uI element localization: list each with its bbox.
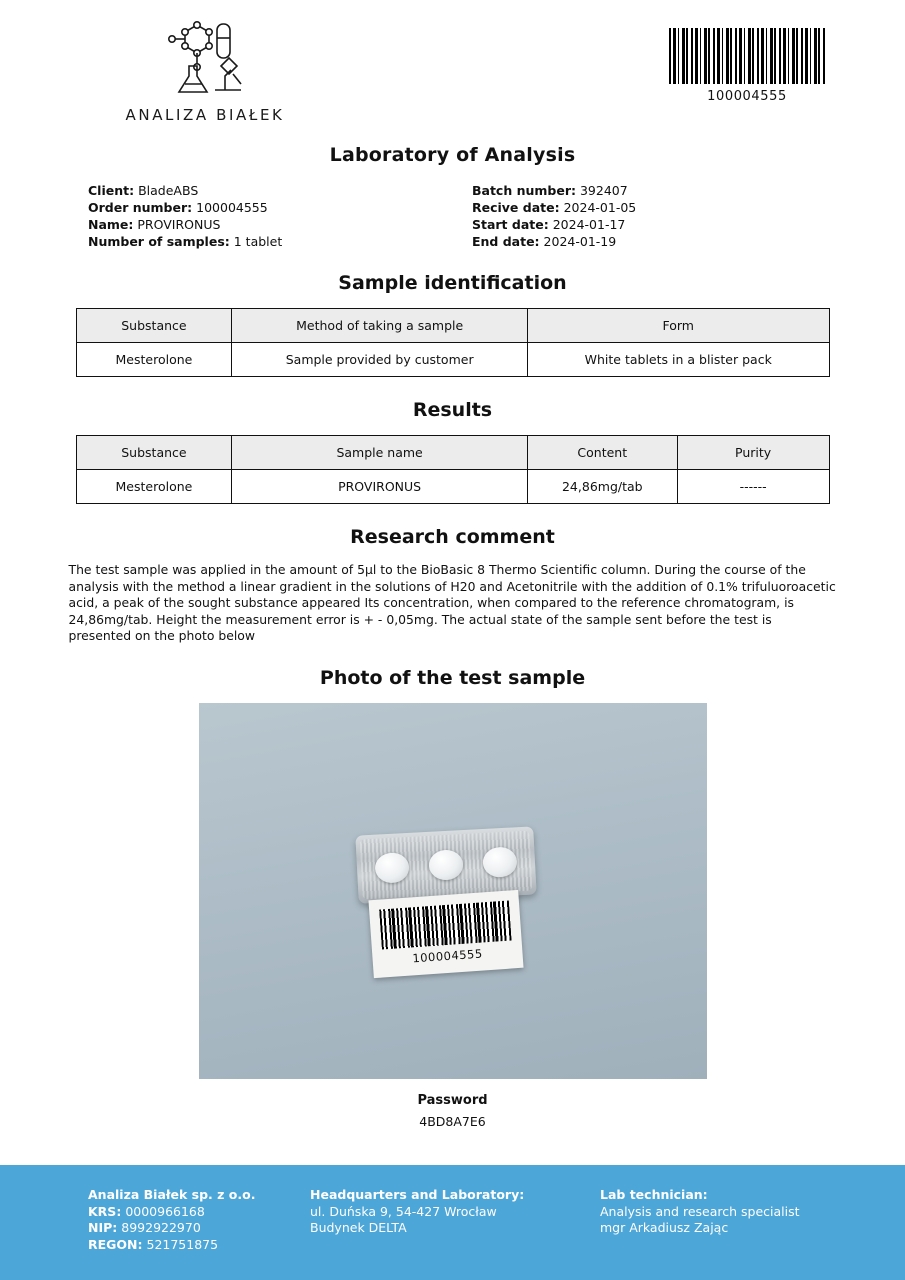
footer-tech-line1: Analysis and research specialist [600, 1203, 800, 1219]
meta-label: Recive date: [471, 200, 560, 215]
document-footer [0, 1165, 905, 1280]
column-header: Sample name [232, 436, 528, 470]
meta-column-right [472, 182, 636, 250]
tablet [428, 849, 464, 881]
column-header: Substance [76, 436, 232, 470]
document-meta [0, 182, 905, 250]
table-cell: ------ [677, 470, 829, 504]
meta-row [88, 216, 468, 233]
meta-label: Order number: [88, 200, 193, 215]
meta-column-left [88, 182, 468, 250]
password-value: 4BD8A7E6 [419, 1113, 486, 1129]
photo-barcode-label [368, 889, 523, 977]
footer-headquarters-block [310, 1187, 600, 1253]
molecule-flask-microscope-logo-icon [155, 14, 255, 102]
password-title: Password [417, 1092, 488, 1108]
tablet [482, 846, 518, 878]
meta-value: 2024-01-17 [552, 217, 626, 232]
column-header: Form [527, 309, 829, 343]
meta-value: 100004555 [196, 200, 268, 215]
document-header [0, 0, 905, 130]
footer-regon-label: REGON: [88, 1236, 143, 1252]
column-header: Substance [76, 309, 232, 343]
meta-value: 392407 [579, 183, 628, 198]
meta-value: 2024-01-05 [563, 200, 637, 215]
meta-row [472, 199, 636, 216]
logo-text: ANALIZA BIAŁEK [125, 106, 285, 124]
footer-tech-line2: mgr Arkadiusz Zając [600, 1220, 729, 1235]
footer-nip-label: NIP: [88, 1220, 118, 1235]
table-cell: Mesterolone [76, 470, 232, 504]
photo-title: Photo of the test sample [319, 666, 586, 689]
meta-row [472, 216, 636, 233]
meta-label: Start date: [471, 217, 549, 232]
barcode-icon [379, 900, 511, 949]
barcode-icon [669, 28, 825, 84]
table-cell: 24,86mg/tab [527, 470, 677, 504]
meta-value: BladeABS [138, 183, 199, 198]
research-comment-text: The test sample was applied in the amount of 5µl to the BioBasic 8 Thermo Scientific column. During the course of the analysis with the method a linear gradient in the solutions of H20 and Acetonitrile with the addition of 0.1% trifuluoroacetic acid, a peak of the sought substance appeared Its concentration, when compared to the reference chromatogram, is 24,86mg/tab. Height the measurement error is + - 0,05mg. The actual state of the sample sent before the test is presented on the photo below [68, 562, 836, 643]
meta-label: Number of samples: [88, 234, 230, 249]
meta-label: Name: [88, 217, 134, 232]
column-header: Content [527, 436, 677, 470]
table-cell: Sample provided by customer [232, 343, 528, 377]
footer-hq-title: Headquarters and Laboratory: [310, 1187, 525, 1202]
meta-label: End date: [471, 234, 540, 249]
table-header-row [76, 436, 829, 470]
footer-krs-value: 0000966168 [125, 1203, 205, 1219]
footer-tech-title: Lab technician: [600, 1187, 708, 1202]
meta-row [472, 182, 636, 199]
sample-photo [199, 703, 707, 1079]
footer-hq-line1: ul. Duńska 9, 54-427 Wrocław [310, 1203, 497, 1219]
table-cell: Mesterolone [76, 343, 232, 377]
meta-row [88, 199, 468, 216]
meta-label: Batch number: [471, 183, 576, 198]
footer-regon-value: 521751875 [146, 1236, 219, 1252]
column-header: Purity [677, 436, 829, 470]
results-title: Results [412, 399, 493, 421]
table-cell: White tablets in a blister pack [527, 343, 829, 377]
table-header-row [76, 309, 829, 343]
page-title: Laboratory of Analysis [329, 144, 576, 166]
footer-technician-block [600, 1187, 860, 1253]
footer-company-block [40, 1187, 310, 1253]
photo-barcode-number: 100004555 [411, 946, 483, 965]
sample-identification-title: Sample identification [338, 272, 567, 294]
footer-nip-value: 8992922970 [121, 1220, 201, 1235]
table-cell: PROVIRONUS [232, 470, 528, 504]
header-barcode [667, 28, 827, 104]
results-table [76, 435, 830, 504]
meta-value: 2024-01-19 [543, 234, 617, 249]
logo [100, 14, 310, 124]
column-header: Method of taking a sample [232, 309, 528, 343]
meta-row [88, 182, 468, 199]
footer-company-name: Analiza Białek sp. z o.o. [88, 1187, 256, 1202]
tablet [374, 851, 410, 883]
footer-hq-line2: Budynek DELTA [310, 1220, 407, 1235]
barcode-number: 100004555 [707, 89, 787, 104]
meta-value: 1 tablet [233, 234, 283, 249]
sample-identification-table [76, 308, 830, 377]
meta-row [88, 233, 468, 250]
table-row [76, 343, 829, 377]
meta-value: PROVIRONUS [137, 217, 221, 232]
footer-krs-label: KRS: [88, 1203, 122, 1219]
meta-row [472, 233, 636, 250]
research-comment-title: Research comment [350, 526, 555, 548]
meta-label: Client: [88, 183, 135, 198]
table-row [76, 470, 829, 504]
